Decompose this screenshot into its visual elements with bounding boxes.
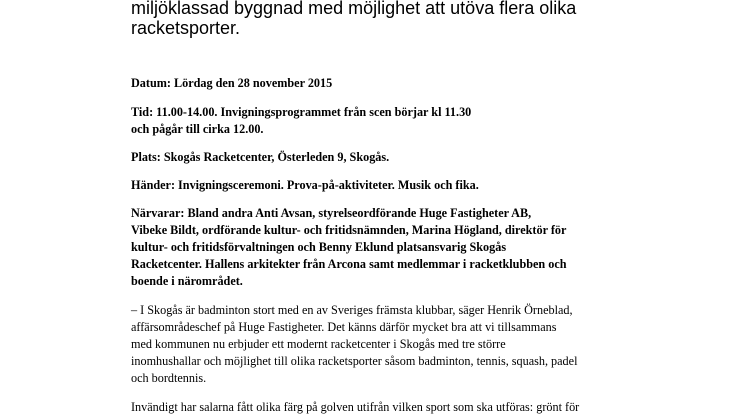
datum-text: Datum: Lördag den 28 november 2015 [131, 76, 333, 90]
narvarar-line: Närvarar: Bland andra Anti Avsan, styrelseordförande Huge Fastigheter AB, [131, 206, 532, 220]
narvarar-paragraph [131, 205, 651, 290]
invandigt-paragraph [131, 399, 651, 416]
quote-line: och bordtennis. [131, 371, 207, 385]
narvarar-line: kultur- och fritidsförvaltningen och Benny Eklund platsansvarig Skogås [131, 240, 507, 254]
quote-line: inomhushallar och möjlighet till olika racketsporter såsom badminton, tennis, squash, padel [131, 354, 578, 368]
intro-heading-line: racketsporter. [131, 18, 241, 38]
tid-line: Tid: 11.00-14.00. Invigningsprogrammet från scen börjar kl 11.30 [131, 105, 472, 119]
invandigt-line: Invändigt har salarna fått olika färg på golven utifrån vilken sport som ska utföras: grönt för [131, 400, 580, 414]
quote-line: – I Skogås är badminton stort med en av Sveriges främsta klubbar, säger Henrik Örneblad, [131, 303, 573, 317]
intro-heading [131, 0, 651, 38]
tid-paragraph [131, 104, 651, 138]
quote-paragraph [131, 302, 651, 387]
hander-paragraph [131, 177, 651, 194]
datum-paragraph [131, 75, 651, 92]
narvarar-line: boende i närområdet. [131, 274, 243, 288]
hander-text: Händer: Invigningsceremoni. Prova-på-aktiviteter. Musik och fika. [131, 178, 479, 192]
plats-text: Plats: Skogås Racketcenter, Österleden 9, Skogås. [131, 150, 390, 164]
narvarar-line: Vibeke Bildt, ordförande kultur- och fritidsnämnden, Marina Högland, direktör för [131, 223, 567, 237]
narvarar-line: Racketcenter. Hallens arkitekter från Arcona samt medlemmar i racketklubben och [131, 257, 567, 271]
plats-paragraph [131, 149, 651, 166]
tid-line: och pågår till cirka 12.00. [131, 122, 264, 136]
intro-heading-line: miljöklassad byggnad med möjlighet att utöva flera olika [131, 0, 577, 18]
quote-line: affärsområdeschef på Huge Fastigheter. Det känns därför mycket bra att vi tillsammans [131, 320, 557, 334]
quote-line: med kommunen nu erbjuder ett modernt racketcenter i Skogås med tre större [131, 337, 506, 351]
